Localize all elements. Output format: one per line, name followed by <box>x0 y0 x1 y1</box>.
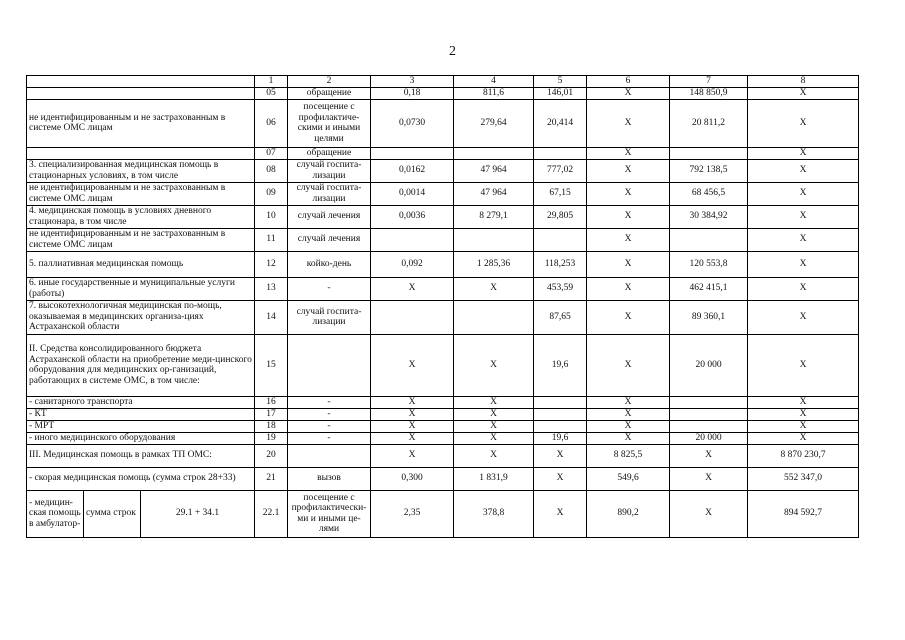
cell-unit: - <box>288 420 371 432</box>
cell-c4: 811,6 <box>454 87 534 99</box>
cell-code: 17 <box>255 408 288 420</box>
cell-c7 <box>670 420 748 432</box>
cell-c8: X <box>748 432 859 444</box>
cell-c4: X <box>454 277 534 300</box>
header-cell: 5 <box>534 76 587 88</box>
cell-c5 <box>534 396 587 408</box>
cell-unit <box>288 444 371 467</box>
cell-c8: X <box>748 159 859 182</box>
row-label: не идентифицированным и не застрахованным в системе ОМС лицам <box>27 182 255 205</box>
table-row <box>27 396 859 408</box>
row-label <box>27 87 255 99</box>
cell-c3: 0,092 <box>371 251 454 277</box>
cell-c6: X <box>587 182 670 205</box>
cell-c3: X <box>371 432 454 444</box>
cell-c5: X <box>534 490 587 537</box>
table-row <box>27 159 859 182</box>
table-row <box>27 87 859 99</box>
cell-unit: посещение с профилактически-ми и иными це-лями <box>288 490 371 537</box>
cell-c3: X <box>371 396 454 408</box>
cell-c7: X <box>670 467 748 490</box>
cell-unit: случай лечения <box>288 205 371 228</box>
cell-c6: X <box>587 159 670 182</box>
cell-c6: X <box>587 251 670 277</box>
cell-c6: X <box>587 420 670 432</box>
cell-c4 <box>454 300 534 334</box>
header-cell: 6 <box>587 76 670 88</box>
cell-c5: 19,6 <box>534 432 587 444</box>
table-row <box>27 420 859 432</box>
cell-c5: 87,65 <box>534 300 587 334</box>
cell-c8: X <box>748 99 859 147</box>
cell-c5: 118,253 <box>534 251 587 277</box>
table-row <box>27 408 859 420</box>
page-number: 2 <box>449 44 456 59</box>
cell-c5: 20,414 <box>534 99 587 147</box>
cell-code: 18 <box>255 420 288 432</box>
cell-c7: 120 553,8 <box>670 251 748 277</box>
cell-unit: - <box>288 396 371 408</box>
cell-unit: обращение <box>288 147 371 159</box>
row-label: 4. медицинская помощь в условиях дневного стационара, в том числе <box>27 205 255 228</box>
cell-c7: 89 360,1 <box>670 300 748 334</box>
cell-c8: X <box>748 300 859 334</box>
cell-c3: 0,0036 <box>371 205 454 228</box>
row-label: не идентифицированным и не застрахованным в системе ОМС лицам <box>27 99 255 147</box>
cell-code: 15 <box>255 334 288 396</box>
cell-c6: 549,6 <box>587 467 670 490</box>
cell-code: 11 <box>255 228 288 251</box>
table-row <box>27 300 859 334</box>
cell-c3: X <box>371 408 454 420</box>
cell-c7: 20 000 <box>670 432 748 444</box>
cell-c4: 1 285,36 <box>454 251 534 277</box>
cell-c3: 0,0014 <box>371 182 454 205</box>
cell-c3: X <box>371 444 454 467</box>
header-cell: 8 <box>748 76 859 88</box>
cell-c5: 67,15 <box>534 182 587 205</box>
cell-unit: случай госпита-лизации <box>288 182 371 205</box>
cell-code: 19 <box>255 432 288 444</box>
header-cell: 7 <box>670 76 748 88</box>
cell-c4: X <box>454 396 534 408</box>
row-label: - КТ <box>27 408 255 420</box>
cell-c3: 0,300 <box>371 467 454 490</box>
cell-unit: случай лечения <box>288 228 371 251</box>
table-body <box>27 76 859 538</box>
cell-c7: X <box>670 490 748 537</box>
cell-code: 12 <box>255 251 288 277</box>
cell-unit: случай госпита-лизации <box>288 300 371 334</box>
cell-c7 <box>670 228 748 251</box>
cell-c4: X <box>454 420 534 432</box>
cell-c3: 2,35 <box>371 490 454 537</box>
cell-c5: 29,805 <box>534 205 587 228</box>
table-row <box>27 444 859 467</box>
row-label: - МРТ <box>27 420 255 432</box>
cell-code: 22.1 <box>255 490 288 537</box>
cell-c3: X <box>371 277 454 300</box>
cell-c8: X <box>748 228 859 251</box>
cell-c6: X <box>587 147 670 159</box>
header-cell <box>27 76 255 88</box>
cell-code: 05 <box>255 87 288 99</box>
table-row <box>27 147 859 159</box>
cell-c6: X <box>587 277 670 300</box>
row-label: - санитарного транспорта <box>27 396 255 408</box>
row-label: II. Средства консолидированного бюджета Астраханской области на приобретение меди-цинского оборудования для медицинских ор-ганизаций, работающих в системе ОМС, в том числе: <box>27 334 255 396</box>
cell-unit: обращение <box>288 87 371 99</box>
cell-c6: 8 825,5 <box>587 444 670 467</box>
cell-c8: X <box>748 396 859 408</box>
row-label: - скорая медицинская помощь (сумма строк 28+33) <box>27 467 255 490</box>
cell-c5: 777,02 <box>534 159 587 182</box>
cell-code: 21 <box>255 467 288 490</box>
cell-unit: случай госпита-лизации <box>288 159 371 182</box>
cell-c4: X <box>454 334 534 396</box>
cell-c4: 1 831,9 <box>454 467 534 490</box>
row-label: 5. паллиативная медицинская помощь <box>27 251 255 277</box>
cell-unit: - <box>288 277 371 300</box>
cell-c6: X <box>587 99 670 147</box>
cell-c7: 462 415,1 <box>670 277 748 300</box>
cell-c3: X <box>371 420 454 432</box>
cell-c5 <box>534 408 587 420</box>
cell-c6: X <box>587 408 670 420</box>
cell-c5: 19,6 <box>534 334 587 396</box>
cell-c5: X <box>534 444 587 467</box>
cell-c6: X <box>587 228 670 251</box>
cell-c6: X <box>587 87 670 99</box>
row-label: - иного медицинского оборудования <box>27 432 255 444</box>
cell-code: 09 <box>255 182 288 205</box>
row-label-part: сумма строк <box>84 491 141 537</box>
cell-c8: 552 347,0 <box>748 467 859 490</box>
table-row <box>27 251 859 277</box>
row-label: III. Медицинская помощь в рамках ТП ОМС: <box>27 444 255 467</box>
table-row <box>27 432 859 444</box>
cell-unit: посещение с профилактиче-скими и иными целями <box>288 99 371 147</box>
header-row <box>27 76 859 88</box>
cell-c4: X <box>454 444 534 467</box>
cell-c7 <box>670 408 748 420</box>
cell-c6: X <box>587 205 670 228</box>
row-label <box>27 147 255 159</box>
table-row <box>27 490 859 537</box>
cell-code: 20 <box>255 444 288 467</box>
cell-code: 06 <box>255 99 288 147</box>
table-row <box>27 228 859 251</box>
table-row <box>27 334 859 396</box>
cell-c8: 894 592,7 <box>748 490 859 537</box>
table-row <box>27 467 859 490</box>
cell-c5: X <box>534 467 587 490</box>
cell-c6: X <box>587 300 670 334</box>
cell-code: 16 <box>255 396 288 408</box>
row-label-part: 29.1 + 34.1 <box>175 508 220 519</box>
cell-c8: 8 870 230,7 <box>748 444 859 467</box>
cell-code: 07 <box>255 147 288 159</box>
financing-table <box>26 75 859 538</box>
cell-c4 <box>454 147 534 159</box>
cell-c4: X <box>454 408 534 420</box>
table-row <box>27 99 859 147</box>
cell-c8: X <box>748 147 859 159</box>
cell-c5: 146,01 <box>534 87 587 99</box>
row-label-composite <box>27 490 255 537</box>
table-row <box>27 277 859 300</box>
cell-c3 <box>371 228 454 251</box>
row-label: 7. высокотехнологичная медицинская по-мощь, оказываемая в медицинских организа-циях Астраханской области <box>27 300 255 334</box>
cell-c8: X <box>748 420 859 432</box>
row-label: не идентифицированным и не застрахованным в системе ОМС лицам <box>27 228 255 251</box>
row-label: 6. иные государственные и муниципальные услуги (работы) <box>27 277 255 300</box>
cell-c7: 20 811,2 <box>670 99 748 147</box>
cell-c8: X <box>748 277 859 300</box>
row-label-part: - медицин-ская помощь в амбулатор- <box>27 491 84 537</box>
header-cell: 1 <box>255 76 288 88</box>
cell-c4: 47 964 <box>454 159 534 182</box>
cell-c6: X <box>587 334 670 396</box>
cell-c6: X <box>587 432 670 444</box>
cell-c7: 68 456,5 <box>670 182 748 205</box>
cell-c3: 0,18 <box>371 87 454 99</box>
cell-unit: койко-день <box>288 251 371 277</box>
cell-c8: X <box>748 334 859 396</box>
cell-c4: 8 279,1 <box>454 205 534 228</box>
header-cell: 2 <box>288 76 371 88</box>
cell-c6: 890,2 <box>587 490 670 537</box>
header-cell: 4 <box>454 76 534 88</box>
cell-c8: X <box>748 182 859 205</box>
cell-unit: вызов <box>288 467 371 490</box>
cell-c4: 279,64 <box>454 99 534 147</box>
cell-c4: 47 964 <box>454 182 534 205</box>
cell-c5 <box>534 147 587 159</box>
cell-c8: X <box>748 251 859 277</box>
cell-c3 <box>371 147 454 159</box>
cell-c7: 30 384,92 <box>670 205 748 228</box>
cell-c6: X <box>587 396 670 408</box>
cell-unit: - <box>288 432 371 444</box>
cell-unit <box>288 334 371 396</box>
cell-c5 <box>534 228 587 251</box>
table-row <box>27 182 859 205</box>
cell-c7: 20 000 <box>670 334 748 396</box>
cell-c8: X <box>748 408 859 420</box>
cell-c4: X <box>454 432 534 444</box>
cell-c8: X <box>748 87 859 99</box>
cell-c7 <box>670 147 748 159</box>
cell-code: 13 <box>255 277 288 300</box>
header-cell: 3 <box>371 76 454 88</box>
cell-c7: 792 138,5 <box>670 159 748 182</box>
cell-code: 10 <box>255 205 288 228</box>
cell-code: 14 <box>255 300 288 334</box>
table-row <box>27 205 859 228</box>
cell-c3: X <box>371 334 454 396</box>
cell-c5: 453,59 <box>534 277 587 300</box>
cell-c8: X <box>748 205 859 228</box>
cell-c3 <box>371 300 454 334</box>
cell-c7: 148 850,9 <box>670 87 748 99</box>
cell-unit: - <box>288 408 371 420</box>
cell-c7 <box>670 396 748 408</box>
cell-c3: 0,0730 <box>371 99 454 147</box>
row-label: 3. специализированная медицинская помощь в стационарных условиях, в том числе <box>27 159 255 182</box>
cell-c7: X <box>670 444 748 467</box>
cell-c3: 0,0162 <box>371 159 454 182</box>
cell-c4 <box>454 228 534 251</box>
cell-c4: 378,8 <box>454 490 534 537</box>
cell-c5 <box>534 420 587 432</box>
cell-code: 08 <box>255 159 288 182</box>
